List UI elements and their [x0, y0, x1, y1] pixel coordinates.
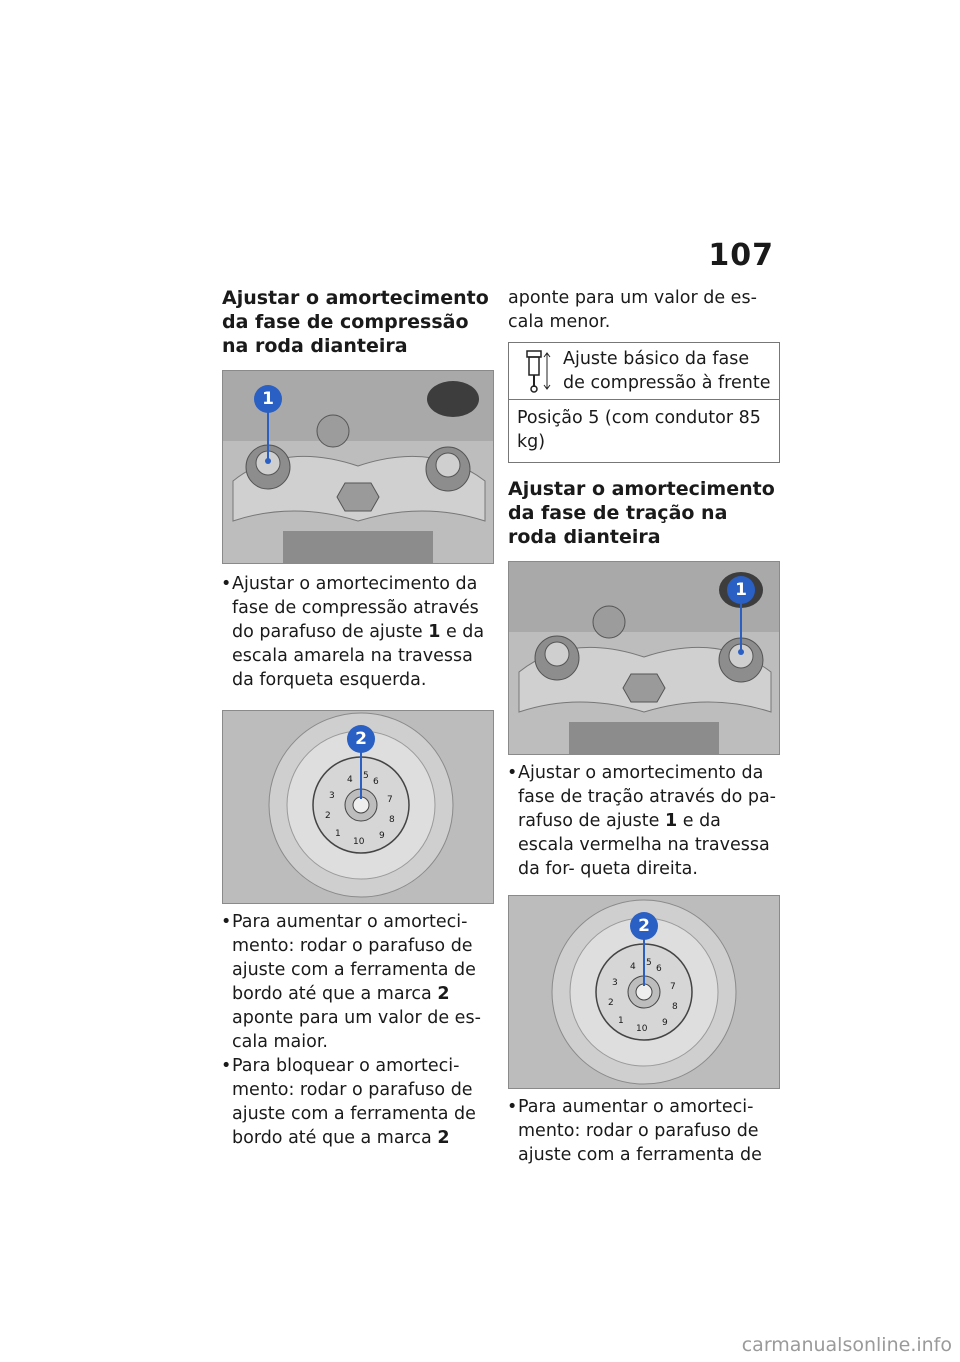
dial-number: 9	[379, 831, 385, 841]
bullet-increase-rebound: • Para aumentar o amorteci- mento: rodar o parafuso de ajuste com a ferramenta de	[508, 1095, 780, 1167]
callout-1-badge: 1	[254, 385, 282, 413]
spec-value-row	[509, 400, 779, 462]
bullet-lock-damping: • Para bloquear o amorteci- mento: rodar o parafuso de ajuste com a ferramenta de bordo até que a marca 2	[222, 1054, 494, 1150]
figure-dial-scale-left	[222, 710, 494, 904]
rebound-bullets-1	[508, 761, 780, 881]
callout-2-badge-right: 2	[630, 912, 658, 940]
right-column	[508, 286, 780, 1167]
spec-label-row	[509, 343, 779, 400]
rebound-bullets-2	[508, 1095, 780, 1167]
dial-number: 6	[373, 777, 379, 787]
watermark-footer: carmanualsonline.info	[741, 1334, 952, 1356]
bullet-adjust-compression: • Ajustar o amortecimento da fase de compressão através do parafuso de ajuste 1 e da escala amarela na travessa da forqueta esquerda.	[222, 572, 494, 692]
dial-number: 7	[387, 795, 393, 805]
dial-number: 1	[335, 829, 341, 839]
dial-number: 8	[389, 815, 395, 825]
dial-number: 2	[325, 811, 331, 821]
page-number: 107	[708, 238, 774, 273]
suspension-icon	[517, 347, 557, 395]
basic-setting-table	[508, 342, 780, 463]
dial-number: 6	[656, 964, 662, 974]
dial-number: 5	[646, 958, 652, 968]
left-column	[222, 286, 494, 1150]
dial-number: 4	[630, 962, 636, 972]
continuation-text: aponte para um valor de es- cala menor.	[508, 288, 757, 332]
dial-number: 2	[608, 998, 614, 1008]
dial-number: 3	[329, 791, 335, 801]
dial-number: 4	[347, 775, 353, 785]
callout-2-badge: 2	[347, 725, 375, 753]
spec-label: Ajuste básico da fase de compressão à frente	[563, 349, 771, 393]
dial-number: 8	[672, 1002, 678, 1012]
section-heading-compression: Ajustar o amortecimento da fase de compressão na roda dianteira	[222, 287, 489, 357]
figure-fork-right-adjuster	[508, 561, 780, 755]
callout-1-badge-right: 1	[727, 576, 755, 604]
bullet-increase-damping: • Para aumentar o amorteci- mento: rodar o parafuso de ajuste com a ferramenta de bordo até que a marca 2 aponte para um valor de es- cala maior.	[222, 910, 494, 1054]
dial-number: 1	[618, 1016, 624, 1026]
dial-number: 10	[353, 837, 365, 847]
dial-number: 9	[662, 1018, 668, 1028]
dial-number: 7	[670, 982, 676, 992]
section-heading-rebound: Ajustar o amortecimento da fase de tração na roda dianteira	[508, 478, 775, 548]
compression-bullets-1	[222, 572, 494, 692]
bullet-adjust-rebound: • Ajustar o amortecimento da fase de tração através do pa- rafuso de ajuste 1 e da escala vermelha na travessa da for- queta direita.	[508, 761, 780, 881]
spec-value: Posição 5 (com condutor 85 kg)	[517, 408, 761, 452]
compression-bullets-2	[222, 910, 494, 1150]
figure-dial-scale-right	[508, 895, 780, 1089]
dial-number: 10	[636, 1024, 648, 1034]
dial-number: 3	[612, 978, 618, 988]
dial-number: 5	[363, 771, 369, 781]
figure-fork-left-adjuster	[222, 370, 494, 564]
